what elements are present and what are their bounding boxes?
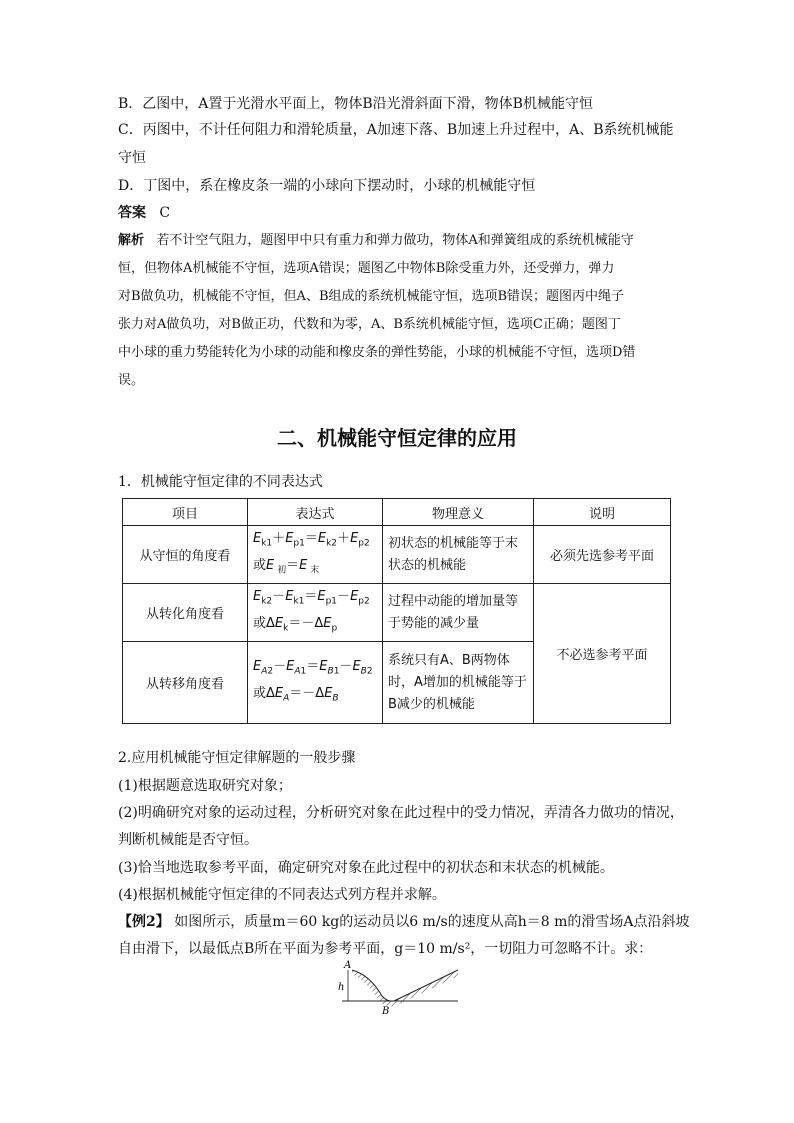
option-c-line1: C．丙图中，不计任何阻力和滑轮质量，A加速下落、B加速上升过程中，A、B系统机械能 xyxy=(118,122,674,138)
table-cell-note: 必须先选参考平面 xyxy=(534,526,671,584)
table-row xyxy=(123,526,671,584)
table-header-row xyxy=(123,499,671,526)
explanation-line-2: 恒，但物体A机械能不守恒，选项A错误；题图乙中物体B除受重力外，还受弹力，弹力 xyxy=(118,261,615,276)
step-1: (1)根据题意选取研究对象； xyxy=(118,778,292,794)
table-cell-note: 不必选参考平面 xyxy=(534,584,671,724)
example-label: 【例2】 xyxy=(118,914,170,930)
subsection-2-title: 2.应用机械能守恒定律解题的一般步骤 xyxy=(118,750,356,766)
explanation-line-3: 对B做负功，机械能不守恒，但A、B组成的系统机械能守恒，选项B错误；题图丙中绳子 xyxy=(118,289,625,304)
answer-value: C xyxy=(159,205,171,221)
explanation-line-4: 张力对A做负功，对B做正功，代数和为零，A、B系统机械能守恒，选项C正确；题图丁 xyxy=(118,317,621,332)
ski-slope-figure xyxy=(330,960,465,1018)
point-b-label: B xyxy=(382,1006,390,1017)
table-cell-formula: $E_{k1}+E_{p1}=E_{k2}+E_{p2}$ 或E $_初$＝E $_末$ xyxy=(248,526,383,584)
option-b: B．乙图中，A置于光滑水平面上，物体B沿光滑斜面下滑，物体B机械能守恒 xyxy=(118,96,593,112)
explanation-line-6: 误。 xyxy=(118,373,145,388)
explanation-line-5: 中小球的重力势能转化为小球的动能和橡皮条的弹性势能，小球的机械能不守恒，选项D错 xyxy=(118,345,636,360)
point-a-label: A xyxy=(344,960,352,971)
step-2-line2: 判断机械能是否守恒。 xyxy=(118,832,258,848)
option-d: D．丁图中，系在橡皮条一端的小球向下摆动时，小球的机械能守恒 xyxy=(118,178,536,194)
answer-label: 答案 xyxy=(118,205,146,221)
example-line-2: 自由滑下，以最低点B所在平面为参考平面，g＝10 m/s²，一切阻力可忽略不计。求： xyxy=(118,941,653,957)
section-title: 二、机械能守恒定律的应用 xyxy=(277,426,517,450)
table-header: 表达式 xyxy=(248,499,383,526)
table-header: 说明 xyxy=(534,499,671,526)
table-cell-item: 从转移角度看 xyxy=(123,642,248,724)
subsection-1-title: 1．机械能守恒定律的不同表达式 xyxy=(118,474,323,490)
expression-table xyxy=(122,498,671,724)
answer-line xyxy=(118,203,170,223)
height-label: h xyxy=(338,982,345,993)
table-row xyxy=(123,584,671,642)
step-2-line1: (2)明确研究对象的运动过程，分析研究对象在此过程中的受力情况，弄清各力做功的情况， xyxy=(118,805,684,821)
example-line-1: 【例2】 如图所示，质量m＝60 kg的运动员以6 m/s的速度从高h＝8 m的滑雪场A点沿斜坡 xyxy=(118,914,690,930)
explanation-line-1: 解析 若不计空气阻力，题图甲中只有重力和弹力做功，物体A和弹簧组成的系统机械能守 xyxy=(118,233,634,248)
option-c-line2: 守恒 xyxy=(118,150,146,166)
table-cell-item: 从守恒的角度看 xyxy=(123,526,248,584)
table-cell-meaning: 过程中动能的增加量等于势能的减少量 xyxy=(383,584,534,642)
table-header: 项目 xyxy=(123,499,248,526)
table-cell-formula: $E_{k2}-E_{k1}=E_{p1}-E_{p2}$ 或$\Delta E_k=-\Delta E_p$ xyxy=(248,584,383,642)
step-3: (3)恰当地选取参考平面，确定研究对象在此过程中的初状态和末状态的机械能。 xyxy=(118,860,614,876)
explanation-label: 解析 xyxy=(118,233,145,248)
table-cell-item: 从转化角度看 xyxy=(123,584,248,642)
step-4: (4)根据机械能守恒定律的不同表达式列方程并求解。 xyxy=(118,887,446,903)
table-cell-meaning: 初状态的机械能等于末状态的机械能 xyxy=(383,526,534,584)
table-header: 物理意义 xyxy=(383,499,534,526)
table-cell-meaning: 系统只有A、B两物体时，A增加的机械能等于B减少的机械能 xyxy=(383,642,534,724)
table-cell-formula: $E_{A2}-E_{A1}=E_{B1}-E_{B2}$ 或$\Delta E_A=-\Delta E_B$ xyxy=(248,642,383,724)
